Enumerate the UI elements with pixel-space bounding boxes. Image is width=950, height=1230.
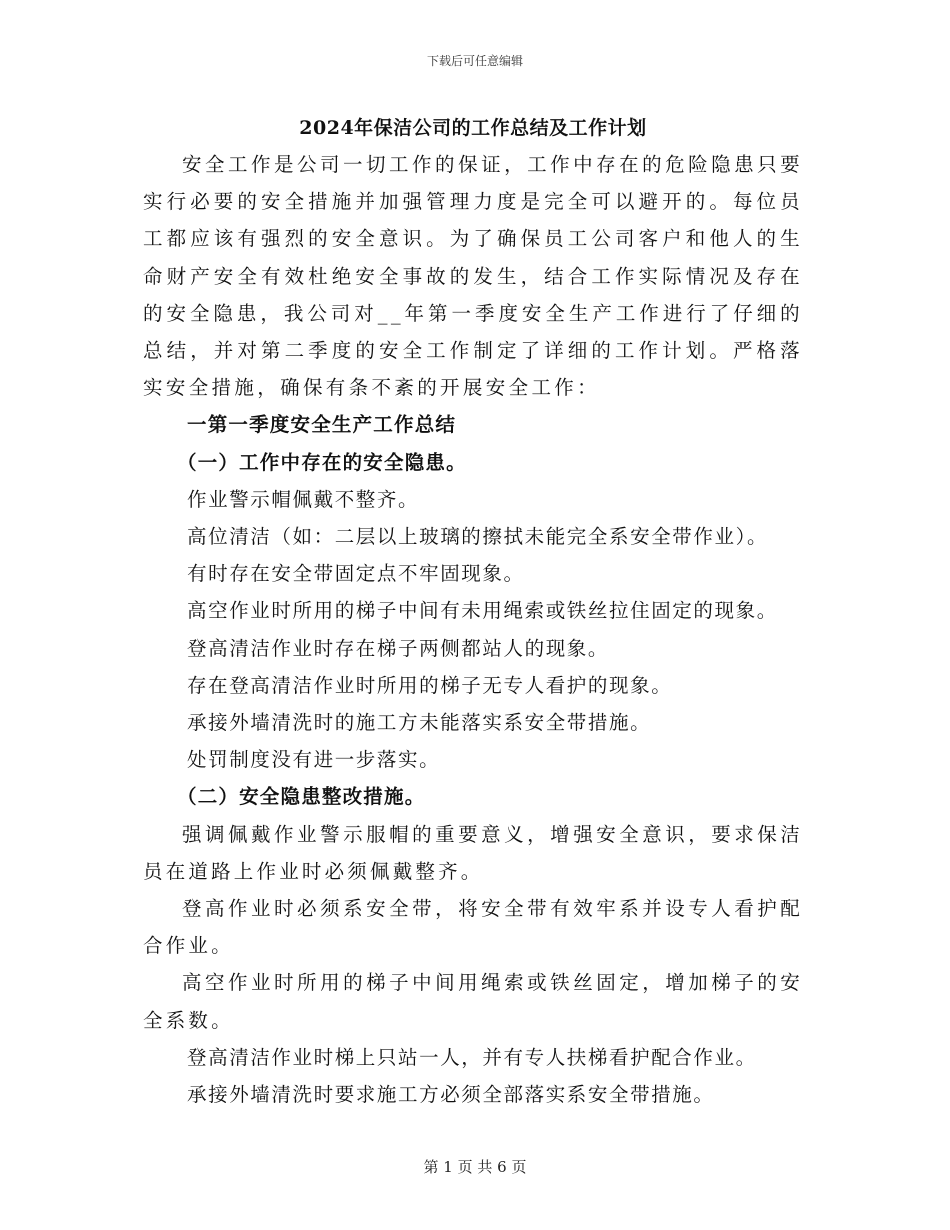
document-body <box>143 110 803 1113</box>
hazard-item: 承接外墙清洗时的施工方未能落实系安全带措施。 <box>187 711 652 735</box>
hazard-item: 高空作业时所用的梯子中间有未用绳索或铁丝拉住固定的现象。 <box>187 599 778 623</box>
measure-item: 登高清洁作业时梯上只站一人，并有专人扶梯看护配合作业。 <box>187 1045 757 1069</box>
hazard-item: 作业警示帽佩戴不整齐。 <box>187 487 420 511</box>
hazard-item: 处罚制度没有进一步落实。 <box>187 748 441 772</box>
document-title: 2024年保洁公司的工作总结及工作计划 <box>299 117 647 139</box>
hazard-item: 有时存在安全带固定点不牢固现象。 <box>187 562 525 586</box>
measure-item: 强调佩戴作业警示服帽的重要意义，增强安全意识，要求保洁员在道路上作业时必须佩戴整齐。 <box>143 822 803 883</box>
page-header: 下载后可任意编辑 <box>426 54 523 68</box>
intro-paragraph: 安全工作是公司一切工作的保证，工作中存在的危险隐患只要实行必要的安全措施并加强管理力度是完全可以避开的。每位员工都应该有强烈的安全意识。为了确保员工公司客户和他人的生命财产安全有效杜绝安全事故的发生，结合工作实际情况及存在的安全隐患，我公司对__年第一季度安全生产工作进行了仔细的总结，并对第二季度的安全工作制定了详细的工作计划。严格落实安全措施，确保有条不紊的开展安全工作： <box>143 153 803 400</box>
hazard-item: 高位清洁（如：二层以上玻璃的擦拭未能完全系安全带作业）。 <box>187 525 769 549</box>
measure-item: 承接外墙清洗时要求施工方必须全部落实系安全带措施。 <box>187 1083 715 1107</box>
hazard-item: 存在登高清洁作业时所用的梯子无专人看护的现象。 <box>187 673 673 697</box>
section-heading-1: 一第一季度安全生产工作总结 <box>187 413 457 437</box>
measure-item: 高空作业时所用的梯子中间用绳索或铁丝固定，增加梯子的安全系数。 <box>143 971 803 1032</box>
measure-item: 登高作业时必须系安全带，将安全带有效牢系并设专人看护配合作业。 <box>143 897 803 958</box>
subsection-heading-measures: （二）安全隐患整改措施。 <box>177 785 426 809</box>
hazard-item: 登高清洁作业时存在梯子两侧都站人的现象。 <box>187 636 610 660</box>
page-footer: 第 1 页 共 6 页 <box>423 1158 527 1176</box>
subsection-heading-hazards: （一）工作中存在的安全隐患。 <box>177 450 467 474</box>
